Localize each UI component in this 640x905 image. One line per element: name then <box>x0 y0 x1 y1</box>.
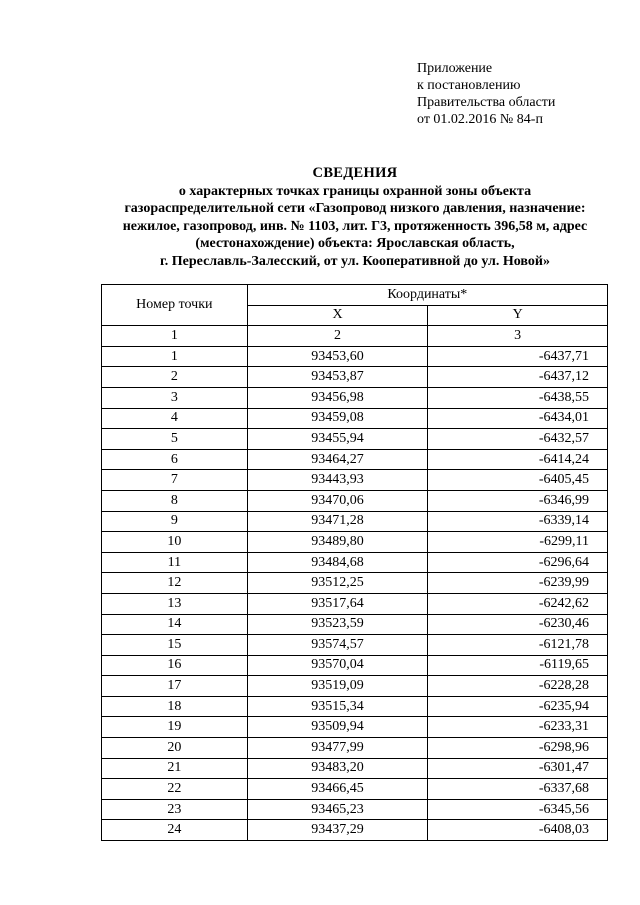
x-coordinate-cell: 93459,08 <box>247 408 428 429</box>
point-number-cell: 2 <box>102 367 248 388</box>
point-number-cell: 15 <box>102 635 248 656</box>
x-coordinate-cell: 93443,93 <box>247 470 428 491</box>
y-coordinate-cell: -6235,94 <box>428 696 608 717</box>
header-point-number: Номер точки <box>102 285 248 326</box>
table-row <box>102 511 608 532</box>
point-number-cell: 3 <box>102 387 248 408</box>
column-number: 2 <box>247 326 428 347</box>
x-coordinate-cell: 93437,29 <box>247 820 428 841</box>
x-coordinate-cell: 93519,09 <box>247 676 428 697</box>
y-coordinate-cell: -6233,31 <box>428 717 608 738</box>
y-coordinate-cell: -6299,11 <box>428 532 608 553</box>
x-coordinate-cell: 93453,60 <box>247 346 428 367</box>
table-row <box>102 470 608 491</box>
y-coordinate-cell: -6242,62 <box>428 593 608 614</box>
x-coordinate-cell: 93489,80 <box>247 532 428 553</box>
table-row <box>102 738 608 759</box>
y-coordinate-cell: -6438,55 <box>428 387 608 408</box>
point-number-cell: 8 <box>102 490 248 511</box>
appendix-line: Правительства области <box>417 95 556 110</box>
y-coordinate-cell: -6121,78 <box>428 635 608 656</box>
table-row <box>102 532 608 553</box>
y-coordinate-cell: -6437,12 <box>428 367 608 388</box>
table-row <box>102 429 608 450</box>
coordinates-table <box>101 284 608 841</box>
point-number-cell: 6 <box>102 449 248 470</box>
y-coordinate-cell: -6437,71 <box>428 346 608 367</box>
title-line: нежилое, газопровод, инв. № 1103, лит. Г3, протяженность 396,58 м, адрес <box>122 218 588 234</box>
table-body <box>102 346 608 840</box>
x-coordinate-cell: 93465,23 <box>247 799 428 820</box>
title-heading: СВЕДЕНИЯ <box>312 165 398 181</box>
header-y: Y <box>428 305 608 326</box>
x-coordinate-cell: 93483,20 <box>247 758 428 779</box>
table-row <box>102 449 608 470</box>
x-coordinate-cell: 93453,87 <box>247 367 428 388</box>
y-coordinate-cell: -6432,57 <box>428 429 608 450</box>
point-number-cell: 24 <box>102 820 248 841</box>
table-row <box>102 593 608 614</box>
y-coordinate-cell: -6296,64 <box>428 552 608 573</box>
header-x: X <box>247 305 428 326</box>
point-number-cell: 12 <box>102 573 248 594</box>
x-coordinate-cell: 93471,28 <box>247 511 428 532</box>
y-coordinate-cell: -6301,47 <box>428 758 608 779</box>
x-coordinate-cell: 93574,57 <box>247 635 428 656</box>
title-line: о характерных точках границы охранной зоны объекта <box>178 183 532 199</box>
x-coordinate-cell: 93466,45 <box>247 779 428 800</box>
x-coordinate-cell: 93509,94 <box>247 717 428 738</box>
point-number-cell: 4 <box>102 408 248 429</box>
table-row <box>102 696 608 717</box>
table-row <box>102 655 608 676</box>
table-row <box>102 635 608 656</box>
point-number-cell: 19 <box>102 717 248 738</box>
y-coordinate-cell: -6239,99 <box>428 573 608 594</box>
point-number-cell: 1 <box>102 346 248 367</box>
x-coordinate-cell: 93515,34 <box>247 696 428 717</box>
x-coordinate-cell: 93523,59 <box>247 614 428 635</box>
table-row <box>102 346 608 367</box>
x-coordinate-cell: 93484,68 <box>247 552 428 573</box>
point-number-cell: 22 <box>102 779 248 800</box>
point-number-cell: 9 <box>102 511 248 532</box>
y-coordinate-cell: -6345,56 <box>428 799 608 820</box>
point-number-cell: 18 <box>102 696 248 717</box>
point-number-cell: 7 <box>102 470 248 491</box>
point-number-cell: 17 <box>102 676 248 697</box>
x-coordinate-cell: 93517,64 <box>247 593 428 614</box>
x-coordinate-cell: 93512,25 <box>247 573 428 594</box>
point-number-cell: 13 <box>102 593 248 614</box>
x-coordinate-cell: 93470,06 <box>247 490 428 511</box>
table-row <box>102 717 608 738</box>
y-coordinate-cell: -6434,01 <box>428 408 608 429</box>
x-coordinate-cell: 93455,94 <box>247 429 428 450</box>
header-coordinates: Координаты* <box>247 285 607 306</box>
x-coordinate-cell: 93456,98 <box>247 387 428 408</box>
table-row <box>102 799 608 820</box>
table-row <box>102 367 608 388</box>
point-number-cell: 10 <box>102 532 248 553</box>
appendix-line: к постановлению <box>417 78 521 93</box>
y-coordinate-cell: -6228,28 <box>428 676 608 697</box>
table-row <box>102 614 608 635</box>
column-number: 3 <box>428 326 608 347</box>
x-coordinate-cell: 93464,27 <box>247 449 428 470</box>
title-line: г. Переславль-Залесский, от ул. Кооперативной до ул. Новой» <box>160 253 550 269</box>
table-row <box>102 552 608 573</box>
y-coordinate-cell: -6298,96 <box>428 738 608 759</box>
appendix-line: Приложение <box>417 61 493 76</box>
x-coordinate-cell: 93570,04 <box>247 655 428 676</box>
table-row <box>102 408 608 429</box>
document-title <box>95 165 615 270</box>
y-coordinate-cell: -6408,03 <box>428 820 608 841</box>
point-number-cell: 23 <box>102 799 248 820</box>
y-coordinate-cell: -6337,68 <box>428 779 608 800</box>
table-row <box>102 573 608 594</box>
table-row <box>102 820 608 841</box>
point-number-cell: 14 <box>102 614 248 635</box>
appendix-block <box>417 60 555 128</box>
title-line: (местонахождение) объекта: Ярославская область, <box>195 236 515 251</box>
y-coordinate-cell: -6339,14 <box>428 511 608 532</box>
y-coordinate-cell: -6119,65 <box>428 655 608 676</box>
point-number-cell: 16 <box>102 655 248 676</box>
y-coordinate-cell: -6346,99 <box>428 490 608 511</box>
y-coordinate-cell: -6414,24 <box>428 449 608 470</box>
title-line: газораспределительной сети «Газопровод низкого давления, назначение: <box>124 201 586 216</box>
point-number-cell: 20 <box>102 738 248 759</box>
x-coordinate-cell: 93477,99 <box>247 738 428 759</box>
table-row <box>102 490 608 511</box>
point-number-cell: 5 <box>102 429 248 450</box>
column-number: 1 <box>102 326 248 347</box>
point-number-cell: 21 <box>102 758 248 779</box>
table-row <box>102 676 608 697</box>
table-row <box>102 387 608 408</box>
table-row <box>102 779 608 800</box>
y-coordinate-cell: -6230,46 <box>428 614 608 635</box>
point-number-cell: 11 <box>102 552 248 573</box>
y-coordinate-cell: -6405,45 <box>428 470 608 491</box>
table-row <box>102 758 608 779</box>
appendix-line: от 01.02.2016 № 84-п <box>417 112 543 127</box>
